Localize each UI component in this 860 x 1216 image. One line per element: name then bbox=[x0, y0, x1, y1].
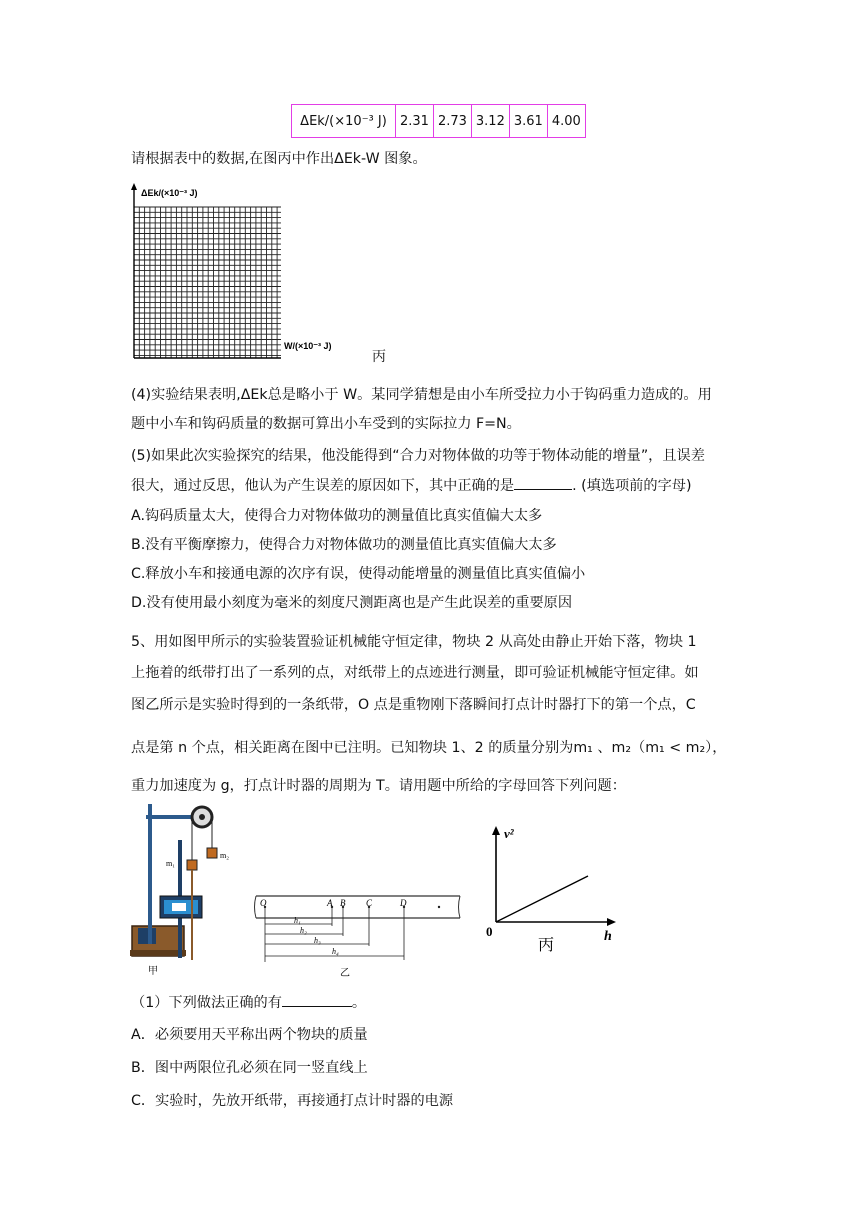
graph-h-label: h bbox=[604, 929, 612, 944]
q4-line-1: (4)实验结果表明,ΔEk总是略小于 W。某同学猜想是由小车所受拉力小于钩码重力造成的。用 bbox=[131, 387, 712, 403]
option-b: B.没有平衡摩擦力，使得合力对物体做功的测量值比真实值偏大太多 bbox=[131, 537, 557, 553]
figure-bing-caption: 丙 bbox=[538, 935, 555, 954]
tape-label-o: O bbox=[260, 898, 267, 908]
option-c: C.释放小车和接通电源的次序有误，使得动能增量的测量值比真实值偏小 bbox=[131, 566, 586, 582]
ek-cell: 2.73 bbox=[433, 105, 471, 138]
ek-table bbox=[291, 104, 586, 138]
p5-line-1: 5、用如图甲所示的实验装置验证机械能守恒定律，物块 2 从高处由静止开始下落，物块 1 bbox=[131, 634, 697, 650]
option-a: A.钩码质量太大，使得合力对物体做功的测量值比真实值偏大太多 bbox=[131, 508, 543, 524]
ek-cell: 4.00 bbox=[547, 105, 585, 138]
graph-ylabel: ΔEk/(×10⁻³ J) bbox=[141, 188, 198, 198]
p5-line-5: 重力加速度为 g，打点计时器的周期为 T。请用题中所给的字母回答下列问题： bbox=[131, 778, 626, 794]
p5-line-3: 图乙所示是实验时得到的一条纸带，O 点是重物刚下落瞬间打点计时器打下的第一个点，C bbox=[131, 697, 696, 713]
q4-line-2: 题中小车和钩码质量的数据可算出小车受到的实际拉力 F=N。 bbox=[131, 416, 521, 432]
graph-xlabel: W/(×10⁻³ J) bbox=[284, 341, 332, 351]
ek-cell: 3.12 bbox=[471, 105, 509, 138]
q5-line-1: (5)如果此次实验探究的结果，他没能得到“合力对物体做的功等于物体动能的增量”，且误差 bbox=[131, 448, 705, 464]
q1-end: 。 bbox=[351, 995, 367, 1011]
q5-line-2b: . (填选项前的字母) bbox=[572, 478, 692, 494]
apparatus-m1-label: m₁ bbox=[166, 859, 176, 868]
q1-answer-blank[interactable] bbox=[282, 1006, 352, 1007]
tape-h2: h₂ bbox=[300, 926, 307, 935]
graph-caption: 丙 bbox=[372, 349, 386, 365]
ek-cell: 2.31 bbox=[396, 105, 434, 138]
apparatus-m2-label: m₂ bbox=[220, 851, 230, 860]
grid-graph bbox=[131, 183, 386, 373]
answer-blank[interactable] bbox=[514, 489, 572, 490]
apparatus-figure bbox=[128, 800, 238, 980]
graph-v2-label: v² bbox=[504, 826, 514, 841]
figure-jia-caption: 甲 bbox=[148, 966, 158, 977]
p5-line-2: 上拖着的纸带打出了一系列的点，对纸带上的点迹进行测量，即可验证机械能守恒定律。如 bbox=[131, 665, 699, 681]
tape-label-c: C bbox=[366, 898, 373, 908]
tape-h1: h₁ bbox=[294, 916, 301, 925]
tape-h3: h₃ bbox=[314, 936, 321, 945]
v2-h-graph bbox=[480, 822, 620, 958]
q1-option-b: B．图中两限位孔必须在同一竖直线上 bbox=[131, 1060, 368, 1076]
q5-line-2a: 很大，通过反思，他认为产生误差的原因如下，其中正确的是 bbox=[131, 478, 515, 494]
q1-text: （1）下列做法正确的有 bbox=[131, 995, 282, 1011]
ek-table-head: ΔEk/(×10⁻³ J) bbox=[292, 105, 396, 138]
tape-h4: h₄ bbox=[332, 947, 339, 956]
figure-yi-caption: 乙 bbox=[340, 968, 350, 979]
tape-label-a: A bbox=[327, 898, 333, 908]
q1-option-a: A．必须要用天平称出两个物块的质量 bbox=[131, 1027, 368, 1043]
graph-origin-label: 0 bbox=[486, 924, 493, 939]
instruction-text: 请根据表中的数据,在图丙中作出ΔEk-W 图象。 bbox=[131, 151, 427, 167]
tape-label-d: D bbox=[400, 898, 407, 908]
option-d: D.没有使用最小刻度为毫米的刻度尺测距离也是产生此误差的重要原因 bbox=[131, 595, 573, 611]
paper-tape-figure bbox=[252, 890, 464, 980]
tape-label-b: B bbox=[340, 898, 346, 908]
q1-line bbox=[131, 992, 366, 1012]
q1-option-c: C．实验时，先放开纸带，再接通打点计时器的电源 bbox=[131, 1093, 454, 1109]
p5-line-4: 点是第 n 个点，相关距离在图中已注明。已知物块 1、2 的质量分别为m₁ 、m₂（m₁ < m₂）， bbox=[131, 740, 727, 756]
q5-line-2 bbox=[131, 475, 691, 495]
ek-cell: 3.61 bbox=[509, 105, 547, 138]
grid-graph-svg bbox=[131, 183, 386, 373]
